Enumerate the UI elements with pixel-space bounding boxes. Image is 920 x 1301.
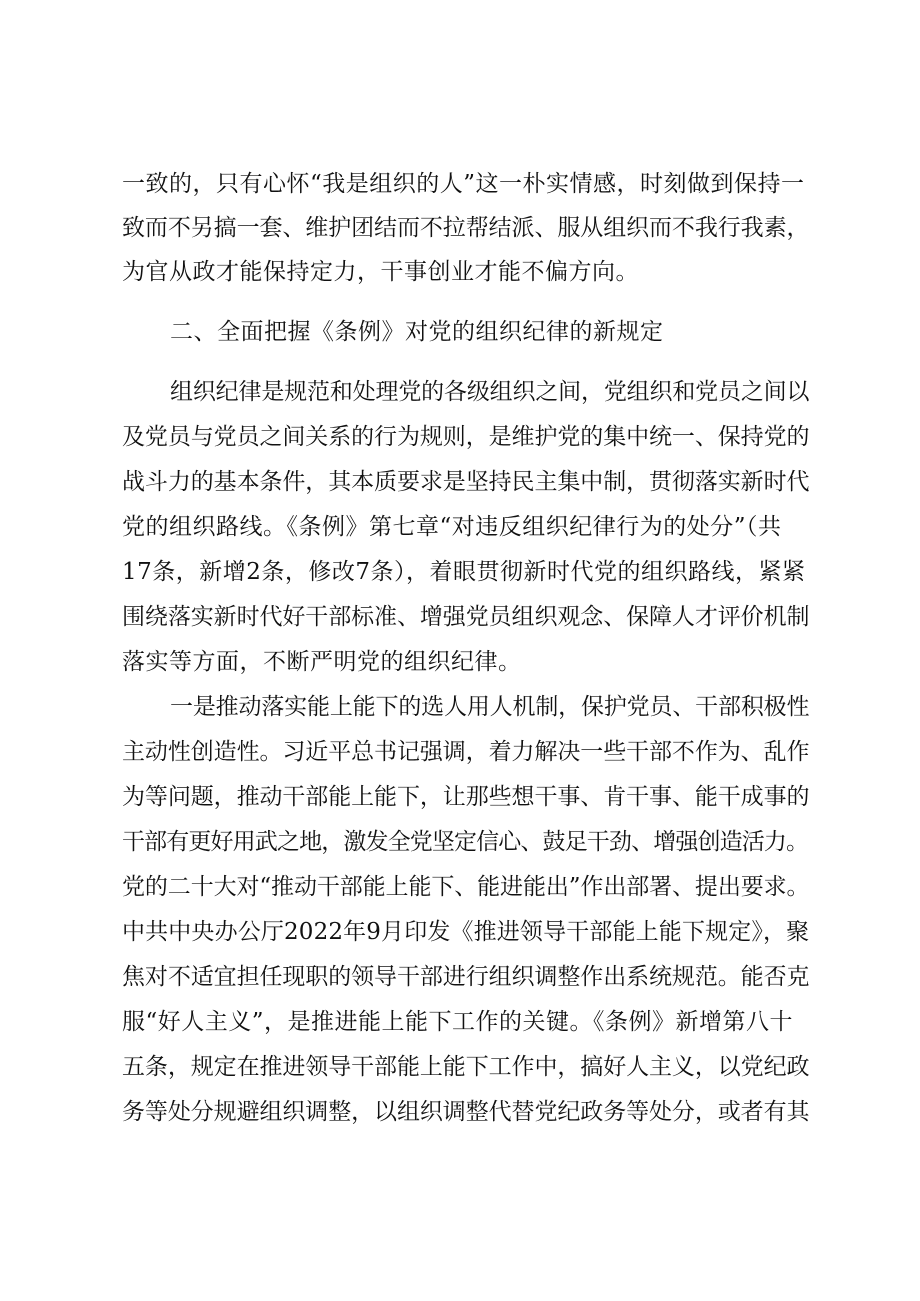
paragraph-3-line-10: 务等处分规避组织调整，以组织调整代替党纪政务等处分，或者有其: [122, 1099, 810, 1125]
paragraph-2-line-3: 战斗力的基本条件，其本质要求是坚持民主集中制，贯彻落实新时代: [122, 469, 810, 495]
paragraph-3-line-5: 党的二十大对“推动干部能上能下、能进能出”作出部署、提出要求。: [122, 874, 810, 900]
paragraph-1-line-2: 致而不另搞一套、维护团结而不拉帮结派、服从组织而不我行我素，: [122, 215, 810, 241]
paragraph-2-line-5: 17条，新增2条，修改7条），着眼贯彻新时代党的组织路线，紧紧: [122, 559, 806, 585]
paragraph-2-line-7: 落实等方面，不断严明党的组织纪律。: [122, 649, 522, 675]
paragraph-2-line-1: 组织纪律是规范和处理党的各级组织之间，党组织和党员之间以: [170, 379, 810, 405]
paragraph-3-line-8: 服“好人主义”，是推进能上能下工作的关键。《条例》新增第八十: [122, 1009, 794, 1035]
paragraph-3-line-3: 为等问题，推动干部能上能下，让那些想干事、肯干事、能干成事的: [122, 784, 810, 810]
paragraph-2-line-2: 及党员与党员之间关系的行为规则，是维护党的集中统一、保持党的: [122, 424, 810, 450]
paragraph-3-line-9: 五条，规定在推进领导干部能上能下工作中，搞好人主义，以党纪政: [122, 1054, 810, 1080]
paragraph-3-line-7: 焦对不适宜担任现职的领导干部进行组织调整作出系统规范。能否克: [122, 964, 810, 990]
paragraph-3-line-4: 干部有更好用武之地，激发全党坚定信心、鼓足干劲、增强创造活力。: [122, 829, 809, 855]
section-heading-2: 二、全面把握《条例》对党的组织纪律的新规定: [170, 319, 664, 345]
paragraph-2-line-4: 党的组织路线。《条例》第七章“对违反组织纪律行为的处分”（共: [122, 514, 782, 540]
paragraph-3-line-2: 主动性创造性。习近平总书记强调，着力解决一些干部不作为、乱作: [122, 739, 810, 765]
paragraph-3-line-1: 一是推动落实能上能下的选人用人机制，保护党员、干部积极性: [170, 694, 810, 720]
paragraph-2-line-6: 围绕落实新时代好干部标准、增强党员组织观念、保障人才评价机制: [122, 604, 810, 630]
paragraph-1-line-1: 一致的，只有心怀“我是组织的人”这一朴实情感，时刻做到保持一: [122, 171, 805, 197]
paragraph-3-line-6: 中共中央办公厅2022年9月印发《推进领导干部能上能下规定》，聚: [122, 919, 810, 945]
paragraph-1-line-3: 为官从政才能保持定力，干事创业才能不偏方向。: [122, 259, 639, 285]
